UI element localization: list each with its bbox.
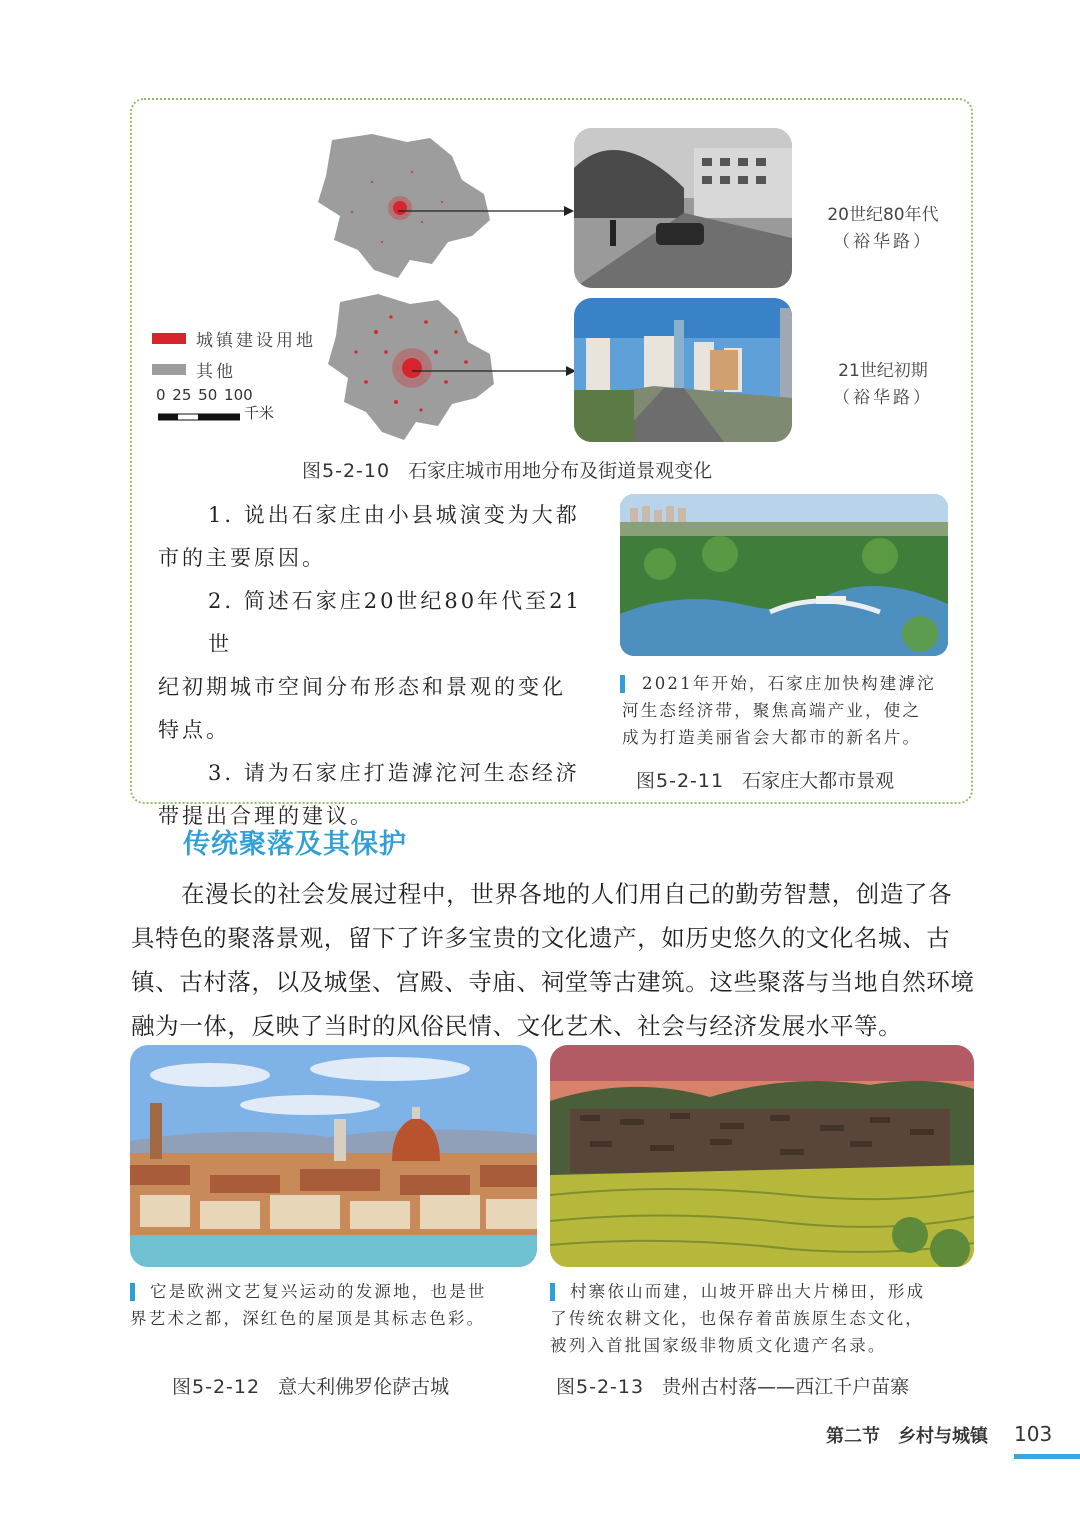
figure-5-2-13-caption xyxy=(556,1372,909,1399)
legend-item-other xyxy=(152,357,316,382)
question-1-line-2: 市的主要原因。 xyxy=(158,546,326,570)
photo-2000s-era: 21世纪初期 xyxy=(838,361,928,381)
footer-accent-bar xyxy=(1014,1454,1080,1459)
figure-5-2-13-title: 贵州古村落——西江千户苗寨 xyxy=(662,1376,910,1398)
scale-unit: 千米 xyxy=(244,404,275,422)
question-2-line-2: 纪初期城市空间分布形态和景观的变化 xyxy=(158,675,566,699)
legend-swatch-other xyxy=(152,364,186,375)
legend-item-urban xyxy=(152,326,316,351)
figure-5-2-13-number: 图5-2-13 xyxy=(556,1376,645,1398)
figure-5-2-11-note-line-3: 成为打造美丽省会大都市的新名片。 xyxy=(622,728,922,747)
figure-5-2-11-caption xyxy=(636,766,894,793)
photo-1980s-road: （裕华路） xyxy=(833,232,933,252)
question-3-line-1: 3. 请为石家庄打造滹沱河生态经济 xyxy=(208,761,580,785)
figure-5-2-12-note-line-1: 它是欧洲文艺复兴运动的发源地，也是世 xyxy=(150,1282,487,1301)
photo-xijiang-miao-village xyxy=(550,1045,974,1267)
figure-5-2-13-note-line-1: 村寨依山而建，山坡开辟出大片梯田，形成 xyxy=(570,1282,926,1301)
footer-section-label: 第二节 乡村与城镇 xyxy=(826,1426,988,1447)
question-3-line-2: 带提出合理的建议。 xyxy=(158,804,374,828)
note-marker xyxy=(620,675,625,693)
figure-5-2-11-note-line-2: 河生态经济带，聚焦高端产业，使之 xyxy=(622,701,922,720)
map-legend xyxy=(152,326,316,382)
figure-5-2-12-note xyxy=(130,1278,540,1332)
body-paragraph xyxy=(131,872,976,1048)
legend-swatch-urban xyxy=(152,333,186,344)
scale-ticks: 0 25 50 100 xyxy=(156,386,253,404)
photo-2000s-road: （裕华路） xyxy=(833,388,933,408)
figure-5-2-11-number: 图5-2-11 xyxy=(636,770,725,792)
page-number: 103 xyxy=(1014,1422,1053,1446)
note-marker xyxy=(130,1283,135,1301)
question-2-line-3: 特点。 xyxy=(158,718,230,742)
figure-5-2-10-title: 石家庄城市用地分布及街道景观变化 xyxy=(408,460,713,482)
figure-5-2-12-caption xyxy=(172,1372,449,1399)
map-arrow-1980s xyxy=(398,202,574,214)
paragraph-line-4: 融为一体，反映了当时的风俗民情、文化艺术、社会与经济发展水平等。 xyxy=(131,1012,903,1040)
figure-5-2-11-note xyxy=(620,670,962,751)
question-2-line-1: 2. 简述石家庄20世纪80年代至21世 xyxy=(208,589,582,656)
legend-label-urban: 城镇建设用地 xyxy=(196,331,316,351)
question-list xyxy=(158,494,598,838)
figure-5-2-12-title: 意大利佛罗伦萨古城 xyxy=(278,1376,450,1398)
legend-label-other: 其他 xyxy=(196,362,236,382)
photo-shijiazhuang-metropolis xyxy=(620,494,948,656)
map-arrow-2000s xyxy=(412,362,576,374)
paragraph-line-3: 镇、古村落，以及城堡、宫殿、寺庙、祠堂等古建筑。这些聚落与当地自然环境 xyxy=(131,968,975,996)
photo-florence xyxy=(130,1045,537,1267)
scale-bar xyxy=(158,406,240,414)
note-marker xyxy=(550,1283,555,1301)
figure-5-2-11-note-line-1: 2021年开始，石家庄加快构建滹沱 xyxy=(642,674,936,693)
paragraph-line-2: 具特色的聚落景观，留下了许多宝贵的文化遗产，如历史悠久的文化名城、古 xyxy=(131,924,951,952)
paragraph-line-1 xyxy=(131,872,976,916)
section-heading: 传统聚落及其保护 xyxy=(183,829,407,860)
photo-yuhua-road-2000s xyxy=(574,298,792,442)
figure-5-2-13-note xyxy=(550,1278,975,1359)
figure-5-2-13-note-line-3: 被列入首批国家级非物质文化遗产名录。 xyxy=(550,1336,887,1355)
photo-yuhua-road-1980s xyxy=(574,128,792,288)
figure-5-2-13-note-line-2: 了传统农耕文化，也保存着苗族原生态文化， xyxy=(550,1309,924,1328)
figure-5-2-12-number: 图5-2-12 xyxy=(172,1376,261,1398)
photo-1980s-era: 20世纪80年代 xyxy=(827,205,939,225)
paragraph-line-1-text: 在漫长的社会发展过程中，世界各地的人们用自己的勤劳智慧，创造了各 xyxy=(181,880,953,908)
figure-5-2-11-title: 石家庄大都市景观 xyxy=(742,770,895,792)
question-1-line-1: 1. 说出石家庄由小县城演变为大都 xyxy=(208,503,580,527)
figure-5-2-10-number: 图5-2-10 xyxy=(302,460,391,482)
figure-5-2-10-caption xyxy=(302,456,712,483)
figure-5-2-12-note-line-2: 界艺术之都，深红色的屋顶是其标志色彩。 xyxy=(130,1309,486,1328)
